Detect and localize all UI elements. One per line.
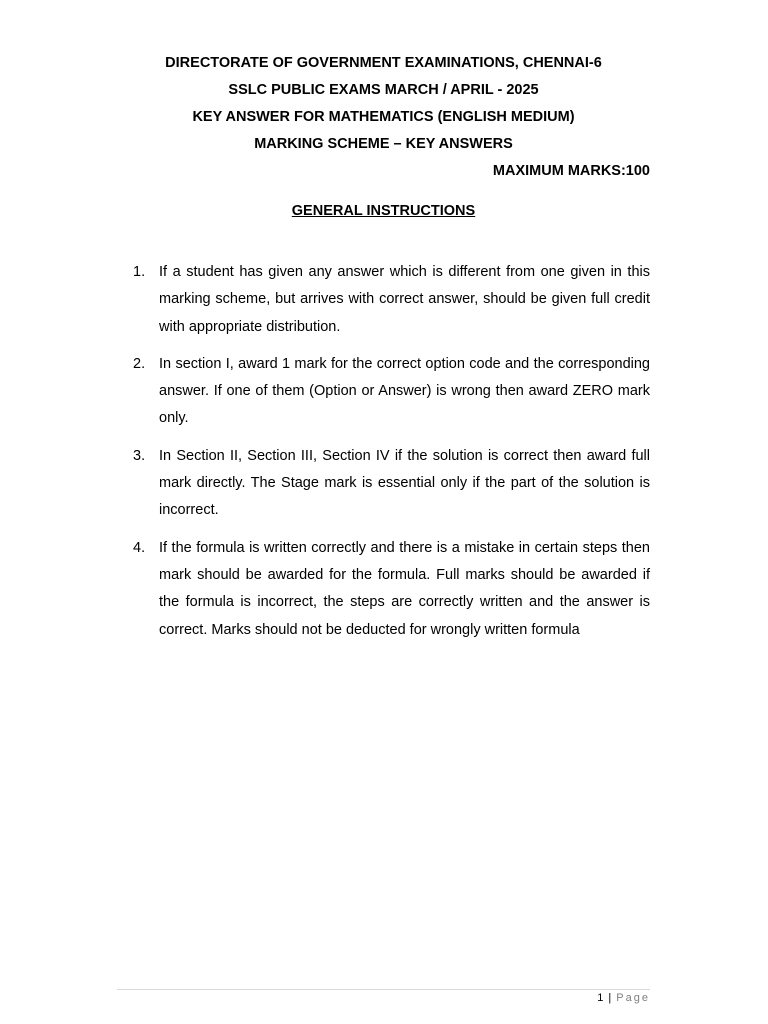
instruction-item bbox=[117, 535, 650, 644]
instruction-text: In section I, award 1 mark for the correct option code and the corresponding answer. If one of them (Option or Answer) is wrong then award ZERO mark only. bbox=[159, 355, 650, 427]
instruction-item bbox=[117, 351, 650, 433]
footer-page-number: 1 bbox=[597, 992, 604, 1004]
instruction-item bbox=[117, 259, 650, 341]
header-subject: KEY ANSWER FOR MATHEMATICS (ENGLISH MEDIUM) bbox=[192, 109, 575, 125]
instructions-list bbox=[117, 259, 650, 654]
footer-separator: | bbox=[608, 992, 612, 1004]
instruction-number: 2. bbox=[133, 355, 146, 372]
instruction-text: If the formula is written correctly and there is a mistake in certain steps then mark should be awarded for the formula. Full marks should be awarded if the formula is incorrect, the steps are correctly written and the answer is correct. Marks should not be deducted for wrongly written formula bbox=[159, 539, 650, 638]
section-title bbox=[117, 200, 650, 222]
section-title-text: GENERAL INSTRUCTIONS bbox=[291, 203, 476, 219]
footer-page-label: Page bbox=[616, 992, 650, 1004]
document-header bbox=[117, 50, 650, 185]
maximum-marks: MAXIMUM MARKS:100 bbox=[492, 163, 650, 179]
instruction-item bbox=[117, 443, 650, 525]
footer-divider bbox=[117, 989, 650, 990]
header-directorate: DIRECTORATE OF GOVERNMENT EXAMINATIONS, CHENNAI-6 bbox=[165, 55, 602, 71]
instruction-text: In Section II, Section III, Section IV if the solution is correct then award full mark directly. The Stage mark is essential only if the part of the solution is incorrect. bbox=[159, 447, 650, 519]
page-footer bbox=[597, 991, 650, 1005]
instruction-number: 1. bbox=[133, 264, 146, 280]
instruction-number: 4. bbox=[133, 539, 146, 556]
instruction-text: If a student has given any answer which is different from one given in this marking scheme, but arrives with correct answer, should be given full credit with appropriate distribution. bbox=[159, 264, 650, 335]
instruction-number: 3. bbox=[133, 447, 146, 464]
header-exam-title: SSLC PUBLIC EXAMS MARCH / APRIL - 2025 bbox=[228, 82, 539, 98]
header-marking-scheme: MARKING SCHEME – KEY ANSWERS bbox=[254, 136, 513, 152]
